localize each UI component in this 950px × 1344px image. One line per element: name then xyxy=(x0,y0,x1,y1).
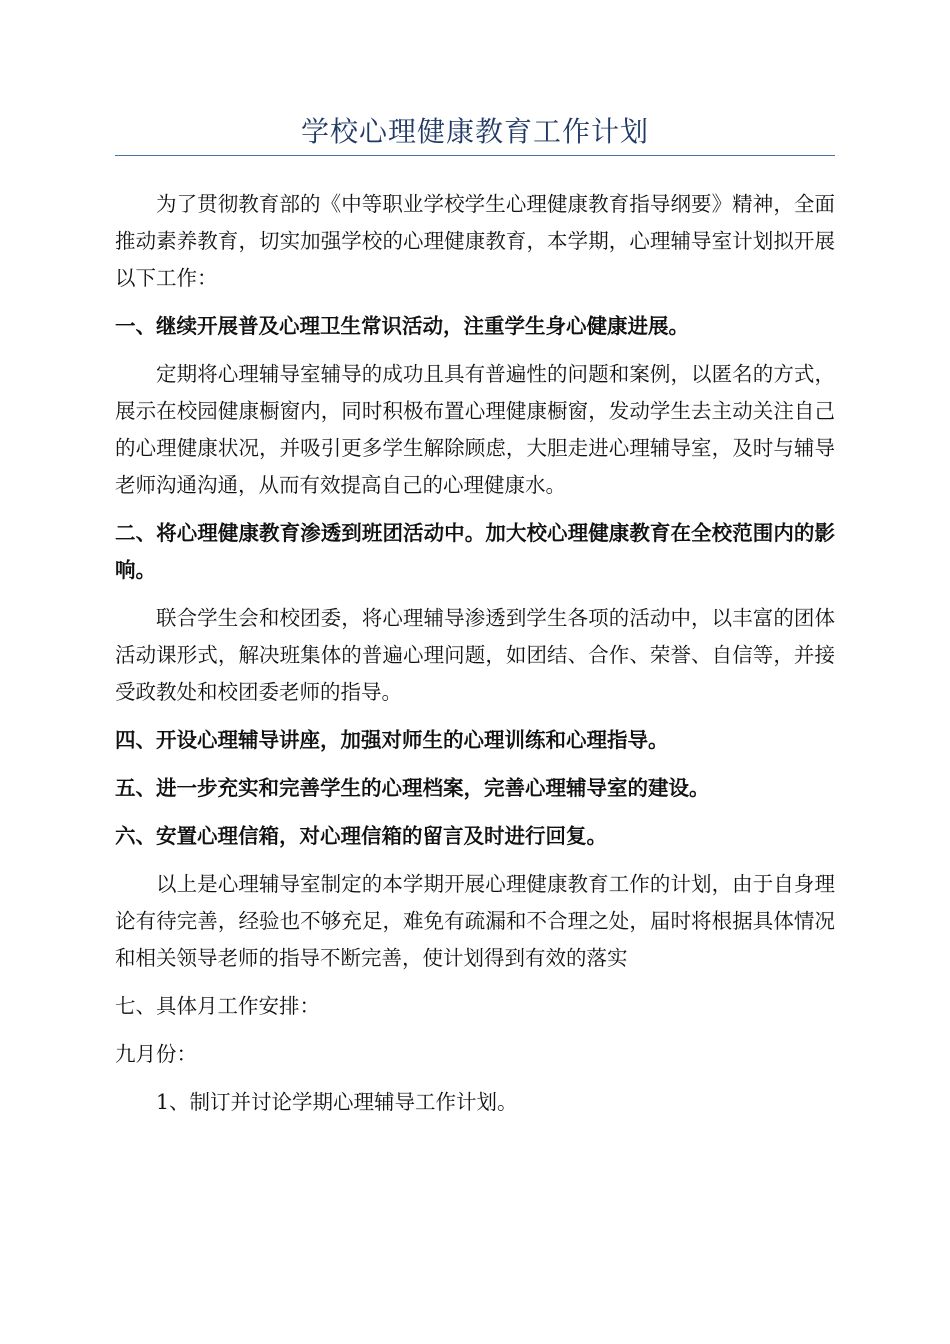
section-heading-6: 六、安置心理信箱，对心理信箱的留言及时进行回复。 xyxy=(115,824,607,848)
document-body xyxy=(115,175,835,1121)
section-2-paragraph: 联合学生会和校团委，将心理辅导渗透到学生各项的活动中，以丰富的团体活动课形式，解决班集体的普遍心理问题，如团结、合作、荣誉、自信等，并接受政教处和校团委老师的指导。 xyxy=(115,606,835,704)
section-heading-4: 四、开设心理辅导讲座，加强对师生的心理训练和心理指导。 xyxy=(115,728,669,752)
list-item: 1、制订并讨论学期心理辅导工作计划。 xyxy=(156,1090,518,1114)
title-underline xyxy=(115,155,835,156)
section-heading-2: 二、将心理健康教育渗透到班团活动中。加大校心理健康教育在全校范围内的影响。 xyxy=(115,521,835,582)
section-1-paragraph: 定期将心理辅导室辅导的成功且具有普遍性的问题和案例，以匿名的方式，展示在校园健康橱窗内，同时积极布置心理健康橱窗，发动学生去主动关注自己的心理健康状况，并吸引更多学生解除顾虑，大胆走进心理辅导室，及时与辅导老师沟通沟通，从而有效提高自己的心理健康水。 xyxy=(115,362,835,497)
section-heading-7: 七、具体月工作安排： xyxy=(115,994,320,1018)
section-heading-1: 一、继续开展普及心理卫生常识活动，注重学生身心健康进展。 xyxy=(115,314,689,338)
intro-paragraph: 为了贯彻教育部的《中等职业学校学生心理健康教育指导纲要》精神，全面推动素养教育，切实加强学校的心理健康教育，本学期，心理辅导室计划拟开展以下工作： xyxy=(115,192,835,290)
section-heading-5: 五、进一步充实和完善学生的心理档案，完善心理辅导室的建设。 xyxy=(115,776,710,800)
summary-paragraph: 以上是心理辅导室制定的本学期开展心理健康教育工作的计划，由于自身理论有待完善，经验也不够充足，难免有疏漏和不合理之处，届时将根据具体情况和相关领导老师的指导不断完善，使计划得到有效的落实 xyxy=(115,872,835,970)
month-label-september: 九月份： xyxy=(115,1042,197,1066)
document-title: 学校心理健康教育工作计划 xyxy=(300,115,649,148)
